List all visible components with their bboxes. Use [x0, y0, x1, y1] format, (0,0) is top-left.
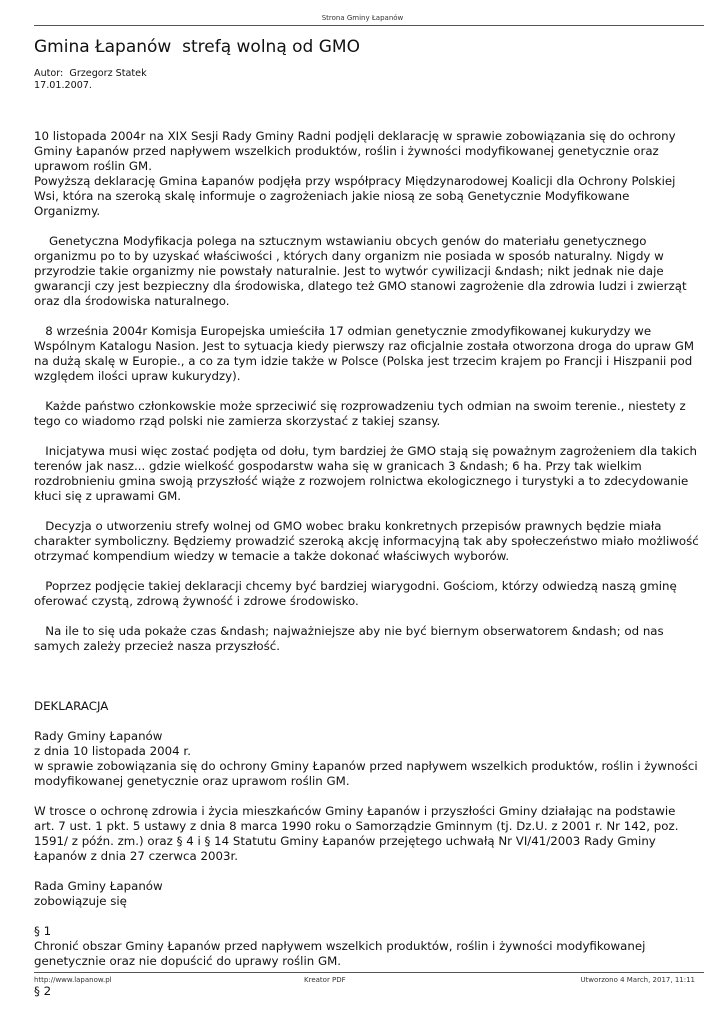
footer-generator: Kreator PDF: [304, 976, 346, 984]
declaration-heading: DEKLARACJA: [34, 699, 109, 713]
paragraph-5: Każde państwo członkowskie może sprzeciwić się rozprowadzeniu tych odmian na swoim terenie., niestety z tego co wiadomo rząd polski nie zamierza skorzystać z takiej szansy.: [34, 399, 690, 428]
declaration-council: Rada Gminy Łapanów: [34, 879, 163, 893]
footer-url: http://www.lapanow.pl: [34, 976, 112, 984]
paragraph-6: Inicjatywa musi więc zostać podjęta od dołu, tym bardziej że GMO stają się poważnym zagrożeniem dla takich terenów jak nasz... gdzie wielkość gospodarstw waha się w granicach 3 &ndash; 6 ha. Przy tak wielkim rozdrobnieniu gmina swoją przyszłość wiąże z rozwojem rolnictwa ekologicznego i turystyki a to zdecydowanie kłuci się z uprawami GM.: [34, 444, 701, 503]
declaration-date: z dnia 10 listopada 2004 r.: [34, 744, 191, 758]
author-line: Autor: Grzegorz Statek: [34, 68, 147, 79]
paragraph-3: Genetyczna Modyfikacja polega na sztucznym wstawianiu obcych genów do materiału genetycznego organizmu po to by uzyskać właściwości , których dany organizm nie posiada w sposób naturalny. Nigdy w przyrodzie takie organizmy nie powstały naturalnie. Jest to wytwór cywilizacji &ndash; nikt jednak nie daje gwarancji czy jest bezpieczny dla środowiska, dlatego też GMO stanowi zagrożenie dla zdrowia ludzi i zwierząt oraz dla środowiska naturalnego.: [34, 234, 691, 308]
section-1-text: Chronić obszar Gminy Łapanów przed napływem wszelkich produktów, roślin i żywności modyfikowanej genetycznie oraz nie dopuścić do uprawy roślin GM.: [34, 939, 646, 968]
footer-created: Utworzono 4 March, 2017, 11:11: [580, 976, 695, 984]
declaration-commits: zobowiązuje się: [34, 894, 127, 908]
section-1-label: § 1: [34, 924, 52, 938]
footer-divider: [34, 972, 704, 973]
article-date: 17.01.2007.: [34, 79, 92, 91]
declaration-legal-basis: W trosce o ochronę zdrowia i życia mieszkańców Gminy Łapanów i przyszłości Gminy działając na podstawie art. 7 ust. 1 pkt. 5 ustawy z dnia 8 marca 1990 roku o Samorządzie Gminnym (tj. Dz.U. z 2001 r. Nr 142, poz. 1591/ z późn. zm.) oraz § 4 i § 14 Statutu Gminy Łapanów przejętego uchwałą Nr VI/41/2003 Rady Gminy Łapanów z dnia 27 czerwca 2003r.: [34, 804, 679, 863]
section-2-label: § 2: [34, 984, 52, 998]
paragraph-4: 8 września 2004r Komisja Europejska umieściła 17 odmian genetycznie zmodyfikowanej kukurydzy we Wspólnym Katalogu Nasion. Jest to sytuacja kiedy pierwszy raz oficjalnie została otworzona droga do upraw GM na dużą skalę w Europie., a co za tym idzie także w Polsce (Polska jest trzecim krajem po Francji i Hiszpanii pod względem ilości upraw kukurydzy).: [34, 324, 698, 383]
article-meta: [34, 68, 147, 91]
article-title: Gmina Łapanów strefą wolną od GMO: [34, 37, 360, 57]
page-header-site: Strona Gminy Łapanów: [321, 14, 404, 22]
declaration-council-name: Rady Gminy Łapanów: [34, 729, 163, 743]
header-divider: [34, 25, 704, 26]
article-body: [34, 129, 703, 999]
paragraph-9: Na ile to się uda pokaże czas &ndash; najważniejsze aby nie być biernym obserwatorem &ndash; od nas samych zależy przecież nasza przyszłość.: [34, 624, 668, 653]
paragraph-1: 10 listopada 2004r na XIX Sesji Rady Gminy Radni podjęli deklarację w sprawie zobowiązania się do ochrony Gminy Łapanów przed napływem wszelkich produktów, roślin i żywności modyfikowanej genetycznie oraz uprawom roślin GM.: [34, 129, 676, 173]
paragraph-7: Decyzja o utworzeniu strefy wolnej od GMO wobec braku konkretnych przepisów prawnych będzie miała charakter symboliczny. Będziemy prowadzić szeroką akcję informacyjną tak aby społeczeństwo miało możliwość otrzymać kompendium wiedzy w temacie a także dokonać właściwych wyborów.: [34, 519, 703, 563]
paragraph-2: Powyższą deklarację Gmina Łapanów podjęła przy współpracy Międzynarodowej Koalicji dla Ochrony Polskiej Wsi, która na szeroką skalę informuje o zagrożeniach jakie niosą ze sobą Genetycznie Modyfikowane Organizmy.: [34, 174, 676, 218]
paragraph-8: Poprzez podjęcie takiej deklaracji chcemy być bardziej wiarygodni. Gościom, którzy odwiedzą naszą gminę oferować czystą, zdrową żywność i zdrowe środowisko.: [34, 579, 681, 608]
declaration-subject: w sprawie zobowiązania się do ochrony Gminy Łapanów przed napływem wszelkich produktów, roślin i żywności modyfikowanej genetycznie oraz uprawom roślin GM.: [34, 759, 698, 788]
